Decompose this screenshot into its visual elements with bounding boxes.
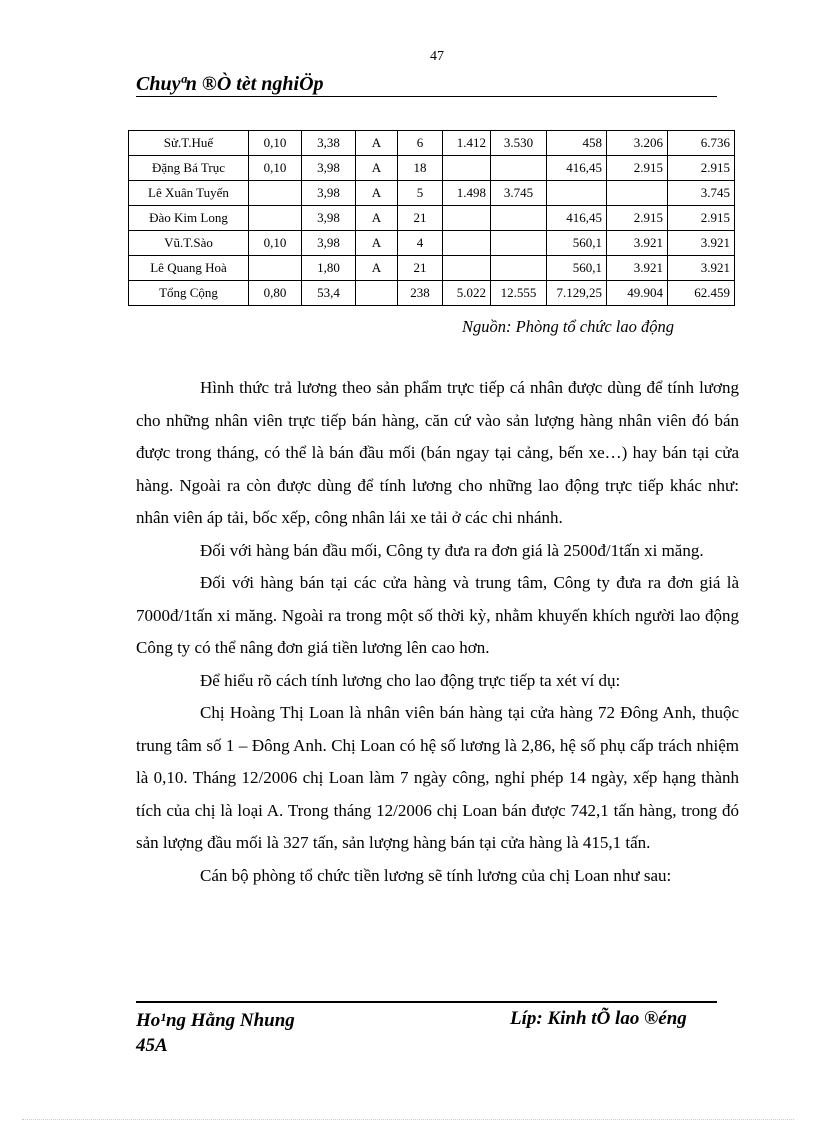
- table-cell: 3.530: [491, 131, 547, 156]
- table-cell: Đặng Bá Trục: [129, 156, 249, 181]
- table-cell: 3,98: [302, 156, 356, 181]
- table-cell: Tổng Cộng: [129, 281, 249, 306]
- table-row: [129, 206, 735, 231]
- footer-author: Ho¹ng Hằng Nhung: [136, 1010, 295, 1031]
- table-row: [129, 231, 735, 256]
- table-cell: Lê Quang Hoà: [129, 256, 249, 281]
- table-row: [129, 256, 735, 281]
- paragraph: Chị Hoàng Thị Loan là nhân viên bán hàng tại cửa hàng 72 Đông Anh, thuộc trung tâm số 1 – Đông Anh. Chị Loan có hệ số lương là 2,86, hệ số phụ cấp trách nhiệm là 0,10. Tháng 12/2006 chị Loan làm 7 ngày công, nghỉ phép 14 ngày, xếp hạng thành tích của chị là loại A. Trong tháng 12/2006 chị Loan bán được 742,1 tấn hàng, trong đó sản lượng đầu mối là 327 tấn, sản lượng hàng bán tại cửa hàng là 415,1 tấn.: [136, 703, 739, 852]
- table-cell: 3.206: [607, 131, 668, 156]
- table-cell: 560,1: [547, 231, 607, 256]
- table-cell: 5.022: [443, 281, 491, 306]
- table-cell: 0,10: [249, 231, 302, 256]
- table-cell: [443, 206, 491, 231]
- table-cell: [249, 206, 302, 231]
- header-title: Chuyªn ®Ò tèt nghiÖp: [136, 73, 324, 95]
- paragraph: Đối với hàng bán tại các cửa hàng và trung tâm, Công ty đưa ra đơn giá là 7000đ/1tấn xi măng. Ngoài ra trong một số thời kỳ, nhằm khuyến khích người lao động Công ty có thể nâng đơn giá tiền lương lên cao hơn.: [136, 573, 739, 657]
- table-cell: 0,80: [249, 281, 302, 306]
- paragraph: Hình thức trả lương theo sản phẩm trực tiếp cá nhân được dùng để tính lương cho những nhân viên trực tiếp bán hàng, căn cứ vào sản lượng hàng nhân viên đó bán được trong tháng, có thể là bán đầu mối (bán ngay tại cảng, bến xe…) hay bán tại cửa hàng. Ngoài ra còn được dùng để tính lương cho những lao động trực tiếp khác như: nhân viên áp tải, bốc xếp, công nhân lái xe tải ở các chi nhánh.: [136, 378, 739, 527]
- table-cell: [356, 281, 398, 306]
- table-cell: 3,38: [302, 131, 356, 156]
- table-cell: 416,45: [547, 206, 607, 231]
- table-cell: [491, 231, 547, 256]
- table-cell: 6.736: [668, 131, 735, 156]
- table-cell: 1.498: [443, 181, 491, 206]
- table-cell: 2.915: [668, 156, 735, 181]
- table-cell: [491, 206, 547, 231]
- table-cell: 3.921: [668, 256, 735, 281]
- table-cell: [249, 256, 302, 281]
- table-cell: A: [356, 206, 398, 231]
- table-row: [129, 131, 735, 156]
- table-cell: 53,4: [302, 281, 356, 306]
- table-cell: [443, 156, 491, 181]
- table-row: [129, 181, 735, 206]
- table-cell: [547, 181, 607, 206]
- page-edge-divider: [22, 1119, 794, 1120]
- table-cell: 3,98: [302, 231, 356, 256]
- table-cell: A: [356, 181, 398, 206]
- footer-rule: [136, 1001, 717, 1003]
- table-cell: [491, 256, 547, 281]
- table-cell: 1.412: [443, 131, 491, 156]
- table-cell: 560,1: [547, 256, 607, 281]
- table-cell: 5: [398, 181, 443, 206]
- table-cell: 2.915: [668, 206, 735, 231]
- table-cell: A: [356, 156, 398, 181]
- table-cell: 238: [398, 281, 443, 306]
- header-rule: [136, 96, 717, 97]
- table-cell: 18: [398, 156, 443, 181]
- table-cell: 3,98: [302, 181, 356, 206]
- data-table: [128, 130, 735, 306]
- table-cell: A: [356, 256, 398, 281]
- table-cell: [443, 256, 491, 281]
- table-cell: Vũ.T.Sào: [129, 231, 249, 256]
- table-cell: 7.129,25: [547, 281, 607, 306]
- table-cell: [249, 181, 302, 206]
- table-cell: A: [356, 131, 398, 156]
- table-cell: Đào Kim Long: [129, 206, 249, 231]
- table-cell: 3.921: [607, 256, 668, 281]
- table-cell: 21: [398, 206, 443, 231]
- table-cell: 2.915: [607, 206, 668, 231]
- table-cell: [491, 156, 547, 181]
- table-cell: 2.915: [607, 156, 668, 181]
- table-cell: 458: [547, 131, 607, 156]
- table-cell: 3,98: [302, 206, 356, 231]
- table-cell: 21: [398, 256, 443, 281]
- body-text: [136, 372, 739, 892]
- table-cell: 3.921: [668, 231, 735, 256]
- paragraph: Đối với hàng bán đầu mối, Công ty đưa ra đơn giá là 2500đ/1tấn xi măng.: [200, 540, 704, 560]
- table-cell: 1,80: [302, 256, 356, 281]
- table-cell: 4: [398, 231, 443, 256]
- paragraph: Cán bộ phòng tổ chức tiền lương sẽ tính lương của chị Loan như sau:: [200, 865, 672, 885]
- table-cell: 12.555: [491, 281, 547, 306]
- footer-author-block: [136, 1008, 295, 1058]
- table-cell: [607, 181, 668, 206]
- table-cell: 3.921: [607, 231, 668, 256]
- page-number: 47: [430, 49, 444, 64]
- table-row: [129, 281, 735, 306]
- table-cell: 6: [398, 131, 443, 156]
- table-cell: A: [356, 231, 398, 256]
- footer-class-label: Líp: Kinh tÕ lao ®éng: [510, 1008, 687, 1029]
- footer-class-code: 45A: [136, 1035, 168, 1056]
- table-cell: 416,45: [547, 156, 607, 181]
- table-cell: 3.745: [668, 181, 735, 206]
- table-cell: 49.904: [607, 281, 668, 306]
- table-cell: [443, 231, 491, 256]
- source-note: Nguồn: Phòng tổ chức lao động: [462, 317, 675, 336]
- paragraph: Để hiểu rõ cách tính lương cho lao động trực tiếp ta xét ví dụ:: [200, 670, 621, 690]
- table-cell: 0,10: [249, 131, 302, 156]
- table-cell: Sử.T.Huế: [129, 131, 249, 156]
- table-cell: Lê Xuân Tuyến: [129, 181, 249, 206]
- table-cell: 3.745: [491, 181, 547, 206]
- table-cell: 62.459: [668, 281, 735, 306]
- table-cell: 0,10: [249, 156, 302, 181]
- table-row: [129, 156, 735, 181]
